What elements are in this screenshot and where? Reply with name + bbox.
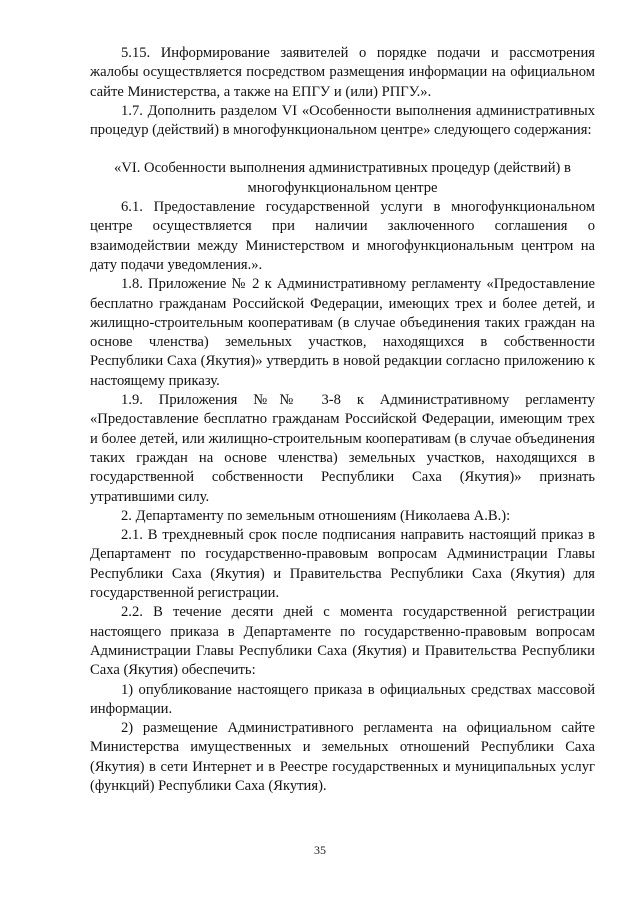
paragraph-item-1: 1) опубликование настоящего приказа в официальных средствах массовой информации.	[90, 681, 595, 717]
paragraph-2-1: 2.1. В трехдневный срок после подписания направить настоящий приказ в Департамент по государственно-правовым вопросам Администрации Главы Республики Саха (Якутия) и Правительства Республики Саха (Якутия) для государственной регистрации.	[90, 527, 595, 602]
paragraph-2: 2. Департаменту по земельным отношениям (Николаева А.В.):	[121, 507, 511, 524]
paragraph-1-9: 1.9. Приложения №№ 3-8 к Административному регламенту «Предоставление бесплатно гражданам Российской Федерации, имеющим трех и более детей, или жилищно-строительным кооперативам (в случае объединения таких граждан на основе членства) земельных участков, находящихся в государственной собственности Республики Саха (Якутия)» признать утратившими силу.	[90, 392, 595, 505]
paragraph-6-1: 6.1. Предоставление государственной услуги в многофункциональном центре осуществляется при наличии заключенного соглашения о взаимодействии между Министерством и многофункциональным центром на дату подачи уведомления.».	[90, 199, 595, 273]
paragraph-1-7: 1.7. Дополнить разделом VI «Особенности выполнения административных процедур (действий) в многофункциональном центре» следующего содержания:	[90, 102, 595, 139]
document-body	[90, 44, 595, 796]
paragraph-1-8: 1.8. Приложение № 2 к Административному регламенту «Предоставление бесплатно гражданам Российской Федерации, имеющих трех и более детей, и жилищно-строительным кооперативам (в случае объединения таких граждан на основе членства) земельных участков, находящихся в собственности Республики Саха (Якутия)» утвердить в новой редакции согласно приложению к настоящему приказу.	[90, 276, 595, 389]
page-number: 35	[314, 843, 326, 857]
paragraph-item-2: 2) размещение Административного регламента на официальном сайте Министерства имущественных и земельных отношений Республики Саха (Якутия) в сети Интернет и в Реестре государственных и муниципальных услуг (функций) Республики Саха (Якутия).	[90, 720, 595, 794]
section-heading: «VI. Особенности выполнения административных процедур (действий) в многофункциональном центре	[114, 160, 571, 196]
paragraph-2-2: 2.2. В течение десяти дней с момента государственной регистрации настоящего приказа в Департаменте по государственно-правовым вопросам Администрации Главы Республики Саха (Якутия) и Правительства Республики Саха (Якутия) обеспечить:	[90, 604, 595, 679]
blank-line	[90, 140, 595, 159]
paragraph-5-15: 5.15. Информирование заявителей о порядке подачи и рассмотрения жалобы осуществляется посредством размещения информации на официальном сайте Министерства, а также на ЕПГУ и (или) РПГУ.».	[90, 45, 595, 100]
